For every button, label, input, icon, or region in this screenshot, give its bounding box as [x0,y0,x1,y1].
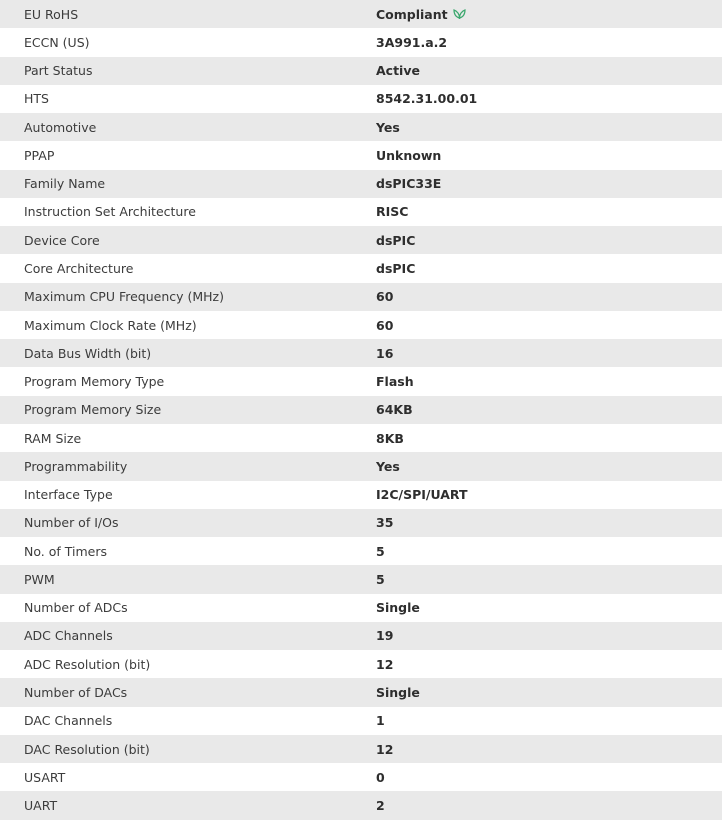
spec-label: ADC Resolution (bit) [24,656,151,672]
spec-row [0,565,722,593]
spec-value-text: 3A991.a.2 [376,34,448,50]
spec-label: Number of ADCs [24,600,128,616]
spec-label: Program Memory Size [24,402,162,418]
spec-value-text: 60 [376,317,394,333]
spec-row [0,141,722,169]
spec-label: RAM Size [24,430,82,446]
spec-value-text: 8KB [376,430,404,446]
spec-value [376,650,722,678]
spec-row [0,537,722,565]
spec-value-text: RISC [376,204,409,220]
spec-value-text: 0 [376,769,385,785]
spec-value-text: 1 [376,713,385,729]
spec-label: ECCN (US) [24,34,90,50]
spec-row [0,198,722,226]
spec-label: Automotive [24,119,97,135]
spec-row [0,452,722,480]
spec-row [0,622,722,650]
spec-label: PPAP [24,147,55,163]
spec-value-text: 64KB [376,402,413,418]
spec-row [0,594,722,622]
spec-value-text: Yes [376,458,400,474]
spec-row [0,85,722,113]
spec-value-text: Single [376,685,420,700]
spec-label: Part Status [24,63,93,79]
spec-row [0,226,722,254]
spec-value [376,481,722,509]
leaf-icon [453,7,466,22]
spec-value [376,283,722,311]
spec-value [376,113,722,141]
spec-label: DAC Resolution (bit) [24,741,150,757]
spec-value-text: 60 [376,289,394,305]
spec-value [376,791,722,819]
spec-value-text: Single [376,600,420,616]
spec-row [0,650,722,678]
spec-row [0,481,722,509]
spec-label: EU RoHS [24,6,79,22]
spec-value-text: 35 [376,515,394,531]
spec-label: DAC Channels [24,713,113,729]
spec-label: Number of I/Os [24,515,119,531]
spec-label: Maximum Clock Rate (MHz) [24,317,197,333]
spec-label: USART [24,769,66,785]
spec-value [376,226,722,254]
spec-label: HTS [24,91,49,107]
spec-label: Instruction Set Architecture [24,204,196,220]
spec-value [376,141,722,169]
spec-row [0,0,722,28]
spec-value-text: Compliant [376,6,448,22]
spec-value [376,85,722,113]
spec-value-text: I2C/SPI/UART [376,487,468,503]
spec-value-text: Unknown [376,147,442,163]
spec-value-text: 19 [376,628,394,644]
spec-value [376,367,722,395]
spec-value [376,763,722,791]
spec-label: Family Name [24,176,106,192]
spec-value [376,424,722,452]
spec-value-text: dsPIC [376,232,416,248]
spec-value [376,198,722,226]
spec-value [376,170,722,198]
spec-value-text: 8542.31.00.01 [376,91,478,107]
spec-value [376,28,722,56]
spec-row [0,791,722,819]
spec-value [376,735,722,763]
spec-row [0,396,722,424]
spec-row [0,367,722,395]
spec-row [0,707,722,735]
spec-value-text: 5 [376,543,385,559]
spec-label: Core Architecture [24,261,134,277]
spec-row [0,763,722,791]
spec-row [0,283,722,311]
spec-row [0,57,722,85]
spec-value [376,509,722,537]
spec-row [0,311,722,339]
spec-value-text: 12 [376,741,394,757]
spec-value [376,396,722,424]
spec-label: Maximum CPU Frequency (MHz) [24,289,224,305]
spec-label: PWM [24,571,55,587]
spec-value [376,707,722,735]
spec-value-text: dsPIC33E [376,176,442,192]
spec-value-text: 12 [376,656,394,672]
spec-label: ADC Channels [24,628,113,644]
spec-row [0,735,722,763]
spec-label: Interface Type [24,487,113,503]
spec-value [376,452,722,480]
spec-row [0,678,722,706]
spec-label: UART [24,798,58,814]
spec-value [376,622,722,650]
spec-value-text: 16 [376,345,394,361]
spec-value [376,311,722,339]
spec-label: Device Core [24,232,100,248]
spec-value [376,57,722,85]
spec-row [0,254,722,282]
spec-value-text: 2 [376,798,385,814]
spec-label: Number of DACs [24,685,128,700]
spec-value [376,0,722,28]
spec-label: Programmability [24,458,128,474]
spec-value [376,537,722,565]
spec-label: No. of Timers [24,543,107,559]
spec-label: Program Memory Type [24,374,165,390]
spec-row [0,339,722,367]
spec-value [376,565,722,593]
spec-value [376,678,722,706]
spec-value [376,339,722,367]
spec-value-text: Active [376,63,420,79]
spec-row [0,113,722,141]
spec-row [0,28,722,56]
spec-value [376,254,722,282]
spec-row [0,424,722,452]
spec-value-text: 5 [376,571,385,587]
spec-value-text: dsPIC [376,261,416,277]
spec-row [0,170,722,198]
spec-value-text: Flash [376,374,414,390]
spec-value-text: Yes [376,119,400,135]
spec-value [376,594,722,622]
spec-row [0,509,722,537]
spec-label: Data Bus Width (bit) [24,345,152,361]
